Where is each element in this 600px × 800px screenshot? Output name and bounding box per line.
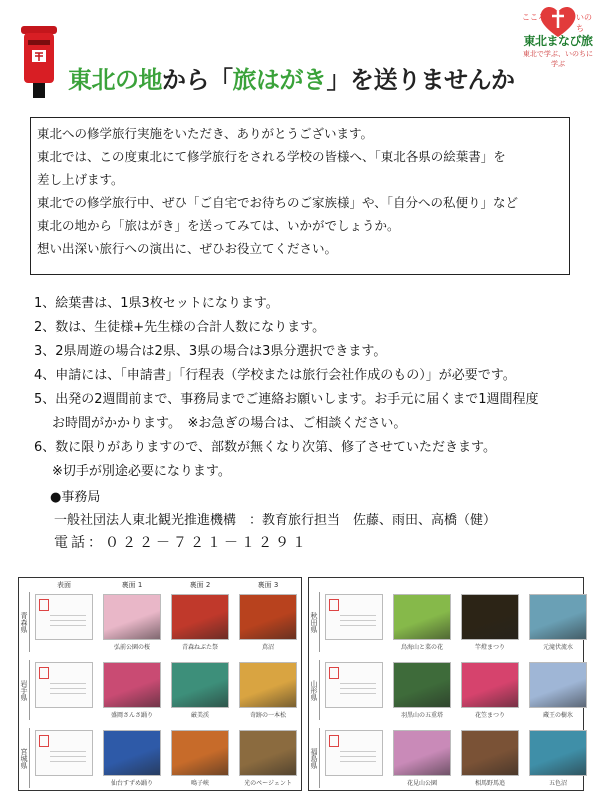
postcard-back [325,730,383,776]
intro-line: 東北での修学旅行中、ぜひ「ご自宅でお待ちのご家族様」や、「自分への私便り」など [37,195,519,210]
title-part4: 」を送りませんか [326,66,515,94]
postcard-grid-right [308,577,584,791]
intro-line: 想い出深い旅行への演出に、ぜひお役立てください。 [37,241,338,256]
intro-line: 東北への修学旅行実施をいただき、ありがとうございます。 [37,126,374,141]
contact-org: 一般社団法人東北観光推進機構 ：教育旅行担当 佐藤、雨田、高橋（健） [54,513,497,528]
postcard-caption: 羽黒山の五重塔 [400,712,443,719]
postcard-photo [239,662,297,708]
postcard-caption: 盛岡さんさ踊り [110,712,153,719]
postcard-photo [103,662,161,708]
logo [518,4,596,68]
prefecture-label: 岩手県 [19,660,30,720]
list-item: 2、数は、生徒様+先生様の合計人数になります。 [34,320,326,335]
postcard-caption: 鳴子峡 [190,780,209,787]
postcard-photo [171,730,229,776]
postcard-photo [103,730,161,776]
postcard-caption: 竿燈まつり [474,644,505,651]
postcard-caption: 元滝伏流水 [542,644,573,651]
list-item: 5、出発の2週間前まで、事務局までご連絡お願いします。お手元に届くまで1週間程度 [34,392,539,407]
postcard-photo [461,662,519,708]
postcard-photo [171,662,229,708]
postcard-caption: 奇跡の一本松 [249,712,286,719]
column-header: 裏面 3 [257,581,279,589]
postcard-back [35,730,93,776]
postcard-caption: 五色沼 [548,780,567,787]
postcard-photo [529,730,587,776]
prefecture-label: 山形県 [309,660,320,720]
column-header: 表面 [57,581,71,589]
postcard-photo [239,594,297,640]
postcard-photo [393,730,451,776]
postcard-back [35,662,93,708]
contact-block [50,486,496,555]
list-item: 3、2県周遊の場合は2県、3県の場合は3県分選択できます。 [34,344,387,359]
prefecture-label: 宮城県 [19,728,30,788]
logo-top-left: こころ [522,13,546,22]
postcard-grid-left [18,577,302,791]
title-part1: 東北の地 [68,66,162,94]
postcard-photo [171,594,229,640]
prefecture-label: 福島県 [309,728,320,788]
list-item: 6、数に限りがありますので、部数が無くなり次第、修了させていただきます。 [34,440,496,455]
logo-top-right: いのち [576,13,592,33]
logo-tagline: 東北で学ぶ、いのちに学ぶ [522,50,594,68]
intro-line: 東北では、この度東北にて修学旅行をされる学校の皆様へ、「東北各県の絵葉書」を [37,149,506,164]
postcard-photo [529,662,587,708]
postcard-photo [393,662,451,708]
postcard-caption: 蔵王の樹氷 [542,712,573,719]
postcard-caption: 相馬野馬追 [474,780,505,787]
postcard-photo [239,730,297,776]
postcard-caption: 青森ねぶた祭 [181,644,218,651]
postcard-caption: 鳥海山と菜の花 [400,644,443,651]
postcard-caption: 仙台すずめ踊り [110,780,154,787]
prefecture-label: 青森県 [19,592,30,652]
list-item: 4、申請には、「申請書」「行程表（学校または旅行会社作成のもの）」が必要です。 [34,368,516,383]
postcard-caption: 蔦沼 [261,644,274,651]
page-title [68,60,515,95]
intro-line: 東北の地から「旅はがき」を送ってみては、いかがでしょうか。 [37,218,400,233]
list-item: お時間がかかります。 ※お急ぎの場合は、ご相談ください。 [52,416,407,431]
postcard-caption: 厳美渓 [190,712,209,719]
title-part3: 旅はがき [232,66,327,94]
column-header: 裏面 2 [189,581,211,589]
postcard-caption: 花見山公園 [406,780,437,787]
intro-line: 差し上げます。 [37,172,124,187]
conditions-list [34,292,539,484]
postcard-photo [529,594,587,640]
postcard-caption: 光のページェント [244,780,292,787]
postbox-icon [18,26,60,98]
contact-phone: 電話：０２２－７２１－１２９１ [54,535,309,551]
prefecture-label: 秋田県 [309,592,320,652]
postcard-back [325,594,383,640]
contact-heading: ●事務局 [50,490,101,505]
intro-box [30,117,570,275]
postcard-back [35,594,93,640]
title-part2: から「 [162,66,233,94]
postcard-caption: 花笠まつり [474,712,505,719]
postcard-back [325,662,383,708]
postcard-photo [461,730,519,776]
logo-brand: 東北まなび旅 [523,34,593,48]
stamp-note: ※切手が別途必要になります。 [52,464,231,479]
postcard-photo [103,594,161,640]
postcard-photo [393,594,451,640]
list-item: 1、絵葉書は、1県3枚セットになります。 [34,296,279,311]
column-header: 裏面 1 [121,581,143,589]
postcard-photo [461,594,519,640]
postcard-caption: 弘前公園の桜 [113,644,150,651]
